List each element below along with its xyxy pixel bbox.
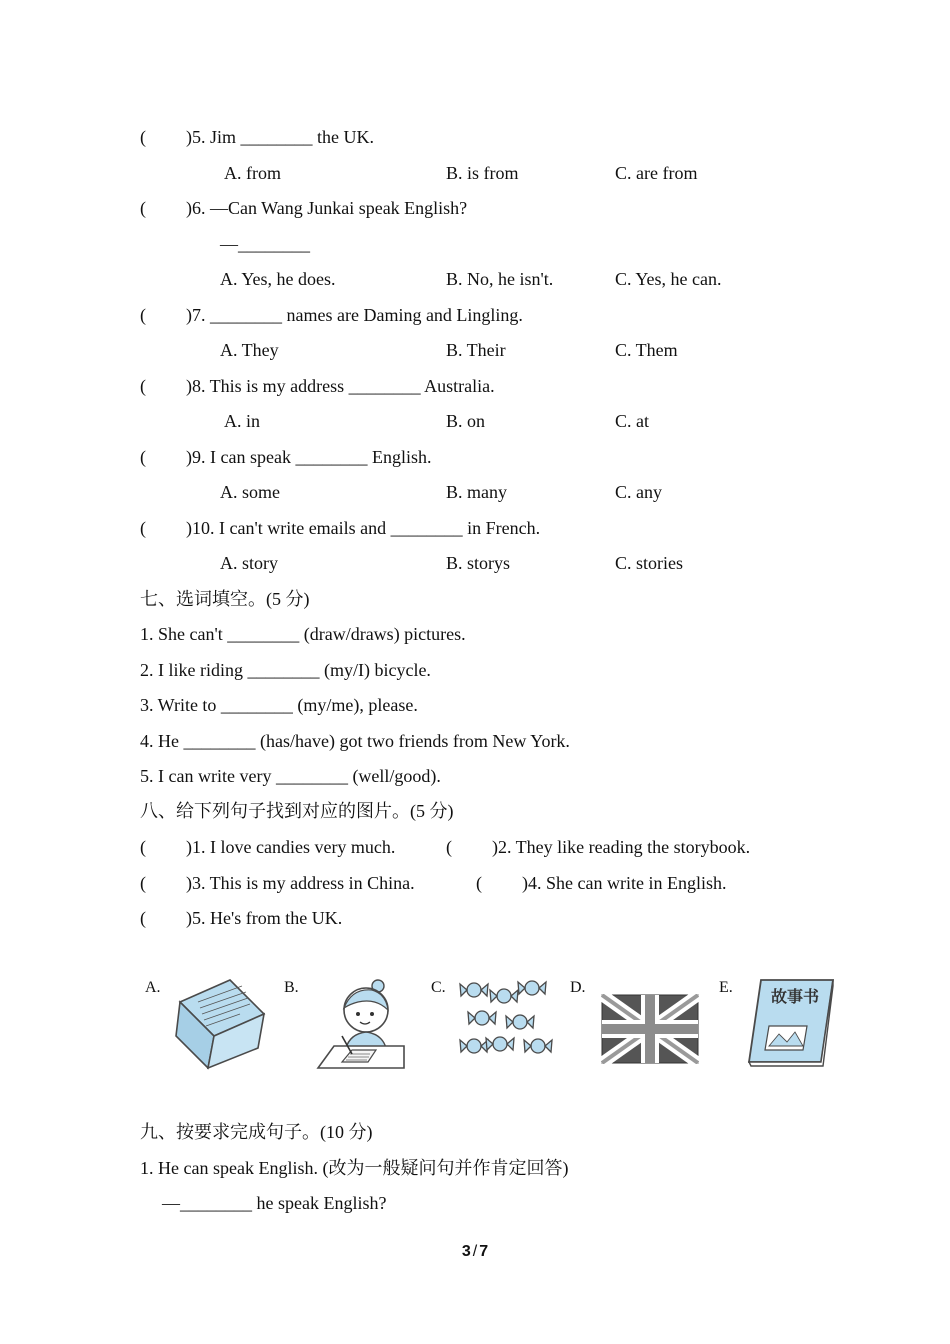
question-10: ( )10. I can't write emails and ________ in French. bbox=[140, 518, 541, 538]
section-8-title: 八、给下列句子找到对应的图片。(5 分) bbox=[140, 801, 454, 821]
s8-item-3: ( )3. This is my address in China. bbox=[140, 873, 415, 893]
q6-option-a: A. Yes, he does. bbox=[220, 269, 336, 289]
q8-option-a: A. in bbox=[224, 411, 260, 431]
q5-option-b: B. is from bbox=[446, 163, 519, 183]
parcel-icon bbox=[170, 974, 270, 1070]
q9-option-b: B. many bbox=[446, 482, 507, 502]
q10-option-c: C. stories bbox=[615, 553, 684, 573]
storybook-title: 故事书 bbox=[771, 987, 820, 1006]
q7-option-a: A. They bbox=[220, 340, 279, 360]
girl-writing-icon bbox=[312, 976, 410, 1074]
storybook-icon bbox=[745, 976, 837, 1070]
s7-item-1: 1. She can't ________ (draw/draws) pictures. bbox=[140, 624, 466, 644]
uk-flag-icon bbox=[601, 994, 699, 1064]
s8-item-2: ( )2. They like reading the storybook. bbox=[446, 837, 751, 857]
candies-icon bbox=[458, 974, 554, 1064]
picture-label-a: A. bbox=[145, 979, 161, 996]
section-7-title: 七、选词填空。(5 分) bbox=[140, 589, 310, 609]
question-9: ( )9. I can speak ________ English. bbox=[140, 447, 432, 467]
q6-answer-line: —________ bbox=[220, 234, 310, 254]
picture-label-b: B. bbox=[284, 979, 299, 996]
q8-option-c: C. at bbox=[615, 411, 649, 431]
page-number: 3 / 7 bbox=[461, 1243, 489, 1260]
q8-option-b: B. on bbox=[446, 411, 486, 431]
q9-option-a: A. some bbox=[220, 482, 280, 502]
s8-item-4: ( )4. She can write in English. bbox=[476, 873, 727, 893]
s8-item-5: ( )5. He's from the UK. bbox=[140, 908, 343, 928]
q10-option-b: B. storys bbox=[446, 553, 511, 573]
s9-item-1-answer: —________ he speak English? bbox=[162, 1193, 387, 1213]
q5-option-c: C. are from bbox=[615, 163, 698, 183]
picture-label-c: C. bbox=[431, 979, 446, 996]
s7-item-3: 3. Write to ________ (my/me), please. bbox=[140, 695, 418, 715]
q10-option-a: A. story bbox=[220, 553, 278, 573]
picture-label-d: D. bbox=[570, 979, 586, 996]
s7-item-4: 4. He ________ (has/have) got two friends from New York. bbox=[140, 731, 570, 751]
picture-label-e: E. bbox=[719, 979, 733, 996]
q7-option-c: C. Them bbox=[615, 340, 678, 360]
question-8: ( )8. This is my address ________ Australia. bbox=[140, 376, 495, 396]
s7-item-2: 2. I like riding ________ (my/I) bicycle. bbox=[140, 660, 431, 680]
question-6: ( )6. —Can Wang Junkai speak English? bbox=[140, 198, 468, 218]
q7-option-b: B. Their bbox=[446, 340, 506, 360]
s9-item-1: 1. He can speak English. (改为一般疑问句并作肯定回答) bbox=[140, 1158, 569, 1178]
s7-item-5: 5. I can write very ________ (well/good). bbox=[140, 766, 441, 786]
q9-option-c: C. any bbox=[615, 482, 662, 502]
question-7: ( )7. ________ names are Daming and Lingling. bbox=[140, 305, 523, 325]
question-5: ( )5. Jim ________ the UK. bbox=[140, 127, 374, 147]
q6-option-c: C. Yes, he can. bbox=[615, 269, 722, 289]
q6-option-b: B. No, he isn't. bbox=[446, 269, 554, 289]
q5-option-a: A. from bbox=[224, 163, 281, 183]
section-9-title: 九、按要求完成句子。(10 分) bbox=[140, 1122, 373, 1142]
s8-item-1: ( )1. I love candies very much. bbox=[140, 837, 396, 857]
